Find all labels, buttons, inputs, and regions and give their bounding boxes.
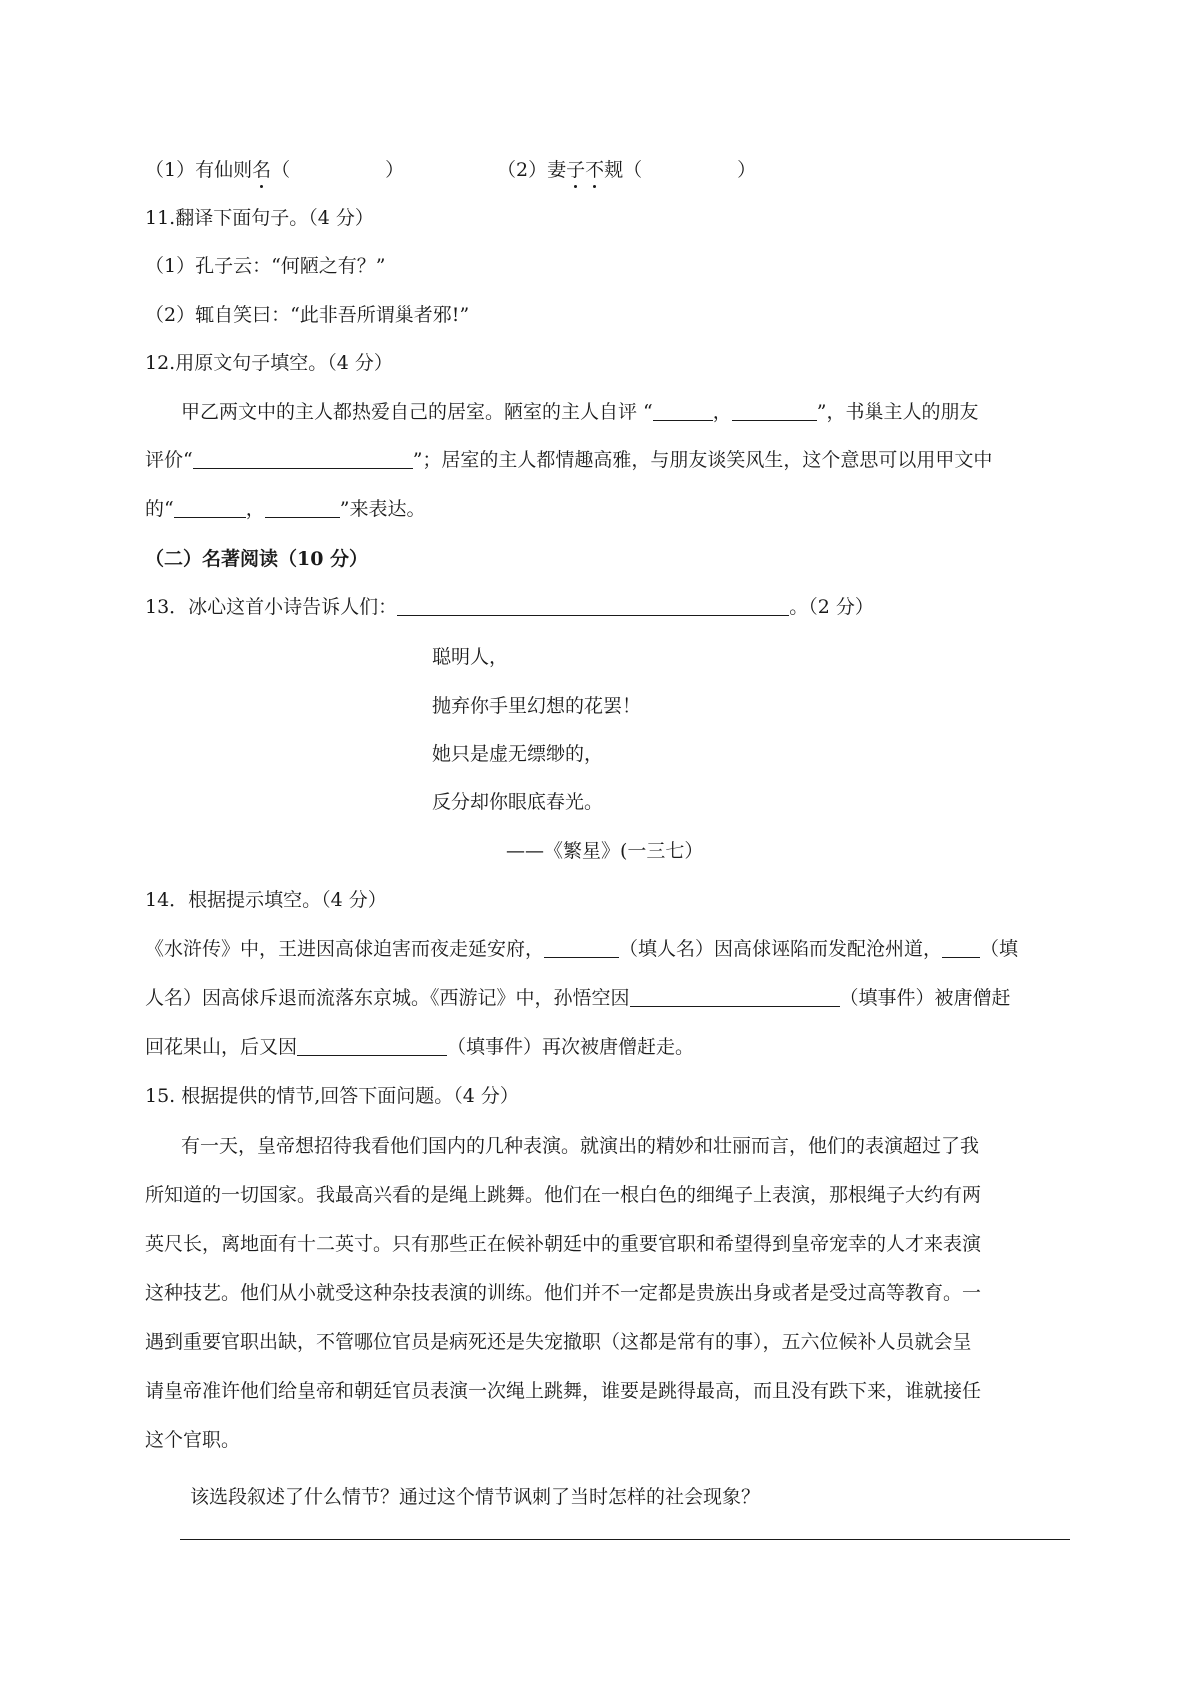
q15-passage-line-5: 遇到重要官职出缺，不管哪位官员是病死还是失宠撤职（这都是常有的事），五六位候补人员就会呈 xyxy=(145,1331,972,1353)
poem-source: ——《繁星》(一三七） xyxy=(506,840,704,862)
q10-item-1 xyxy=(145,157,404,183)
q10-item-1-number: （1） xyxy=(145,159,196,181)
q12-title: 12.用原文句子填空。（4 分） xyxy=(145,352,393,374)
q10-item-2-dotted-word-1: 子 xyxy=(566,159,586,181)
poem-line-4: 反分却你眼底春光。 xyxy=(432,791,604,813)
poem-line-1: 聪明人， xyxy=(432,646,509,668)
q15-question: 该选段叙述了什么情节？通过这个情节讽刺了当时怎样的社会现象？ xyxy=(190,1486,761,1508)
q12-blank-3[interactable] xyxy=(193,448,413,469)
q12-blank-2[interactable] xyxy=(732,400,817,421)
q10-item-2-text-b: 觌 xyxy=(604,159,624,181)
q14-line-1-text-b: （填人名）因高俅诬陷而发配沧州道， xyxy=(619,938,943,960)
q11-sentence-1: （1）孔子云：“何陋之有？” xyxy=(145,255,386,277)
q12-line-1-text-b: ， xyxy=(712,401,732,423)
q12-line-2-text-b: ”；居室的主人都情趣高雅，与朋友谈笑风生，这个意思可以用甲文中 xyxy=(412,449,993,471)
q10-item-1-text: 有仙则 xyxy=(195,159,253,181)
q12-blank-4[interactable] xyxy=(174,497,246,518)
q10-item-1-answer-paren: （ ） xyxy=(271,159,405,181)
q12-line-3 xyxy=(145,496,425,522)
q14-line-2 xyxy=(145,985,1011,1011)
q11-title: 11.翻译下面句子。（4 分） xyxy=(145,207,374,229)
q12-line-1 xyxy=(181,399,979,425)
q14-line-3 xyxy=(145,1034,694,1060)
q10-item-2-answer-paren: （ ） xyxy=(623,159,757,181)
q14-blank-4[interactable] xyxy=(297,1035,447,1056)
poem-line-2: 抛弃你手里幻想的花罢！ xyxy=(432,695,642,717)
q14-line-1-text-a: 《水浒传》中，王进因高俅迫害而夜走延安府， xyxy=(145,938,545,960)
q15-passage-line-4: 这种技艺。他们从小就受这种杂技表演的训练。他们并不一定都是贵族出身或者是受过高等教育。一 xyxy=(145,1282,982,1304)
q12-line-3-text-c: ”来表达。 xyxy=(339,498,426,520)
q10-item-2-text-a: 妻 xyxy=(547,159,567,181)
q12-blank-1[interactable] xyxy=(653,400,713,421)
q14-blank-1[interactable] xyxy=(544,937,619,958)
q15-passage-line-3: 英尺长，离地面有十二英寸。只有那些正在候补朝廷中的重要官职和希望得到皇帝宠幸的人才来表演 xyxy=(145,1233,982,1255)
q14-line-3-text-a: 回花果山，后又因 xyxy=(145,1036,298,1058)
q12-line-1-text-c: ”，书巢主人的朋友 xyxy=(816,401,979,423)
q14-title: 14．根据提示填空。（4 分） xyxy=(145,889,387,911)
q15-passage-line-7: 这个官职。 xyxy=(145,1429,241,1451)
q14-line-3-text-b: （填事件）再次被唐僧赶走。 xyxy=(447,1036,695,1058)
poem-line-3: 她只是虚无缥缈的， xyxy=(432,743,604,765)
q10-item-2-number: （2） xyxy=(497,159,548,181)
q12-line-3-text-b: ， xyxy=(245,498,265,520)
section-2-heading: （二）名著阅读（10 分） xyxy=(145,548,369,570)
q12-line-3-text-a: 的“ xyxy=(145,498,174,520)
q14-line-2-text-a: 人名）因高俅斥退而流落东京城。《西游记》中，孙悟空因 xyxy=(145,987,630,1009)
q12-line-1-text-a: 甲乙两文中的主人都热爱自己的居室。陋室的主人自评 “ xyxy=(181,401,653,423)
q12-blank-5[interactable] xyxy=(265,497,340,518)
q14-line-1 xyxy=(145,936,1018,962)
q14-line-1-text-c: （填 xyxy=(980,938,1019,960)
q15-passage-line-1: 有一天，皇帝想招待我看他们国内的几种表演。就演出的精妙和壮丽而言，他们的表演超过了我 xyxy=(181,1135,980,1157)
q12-line-2-text-a: 评价“ xyxy=(145,449,193,471)
q10-item-2-dotted-word-2: 不 xyxy=(585,159,605,181)
q15-passage-line-6: 请皇帝准许他们给皇帝和朝廷官员表演一次绳上跳舞，谁要是跳得最高，而且没有跌下来，谁就接任 xyxy=(145,1380,982,1402)
q11-sentence-2: （2）辄自笑曰：“此非吾所谓巢者邪!” xyxy=(145,304,470,326)
q13-prompt xyxy=(145,594,874,620)
q15-answer-line[interactable] xyxy=(180,1539,1070,1540)
q15-title: 15. 根据提供的情节,回答下面问题。（4 分） xyxy=(145,1085,519,1107)
q10-item-2 xyxy=(497,157,756,183)
q14-blank-2[interactable] xyxy=(942,937,980,958)
q10-item-1-dotted-word: 名 xyxy=(252,159,272,181)
q12-line-2 xyxy=(145,447,992,473)
q13-answer-blank[interactable] xyxy=(397,595,789,616)
q15-passage-line-2: 所知道的一切国家。我最高兴看的是绳上跳舞。他们在一根白色的细绳子上表演，那根绳子大约有两 xyxy=(145,1184,982,1206)
q13-prompt-suffix: 。（2 分） xyxy=(789,596,874,618)
q14-line-2-text-b: （填事件）被唐僧赶 xyxy=(839,987,1011,1009)
q13-prompt-text: 13．冰心这首小诗告诉人们： xyxy=(145,596,398,618)
q14-blank-3[interactable] xyxy=(630,986,840,1007)
